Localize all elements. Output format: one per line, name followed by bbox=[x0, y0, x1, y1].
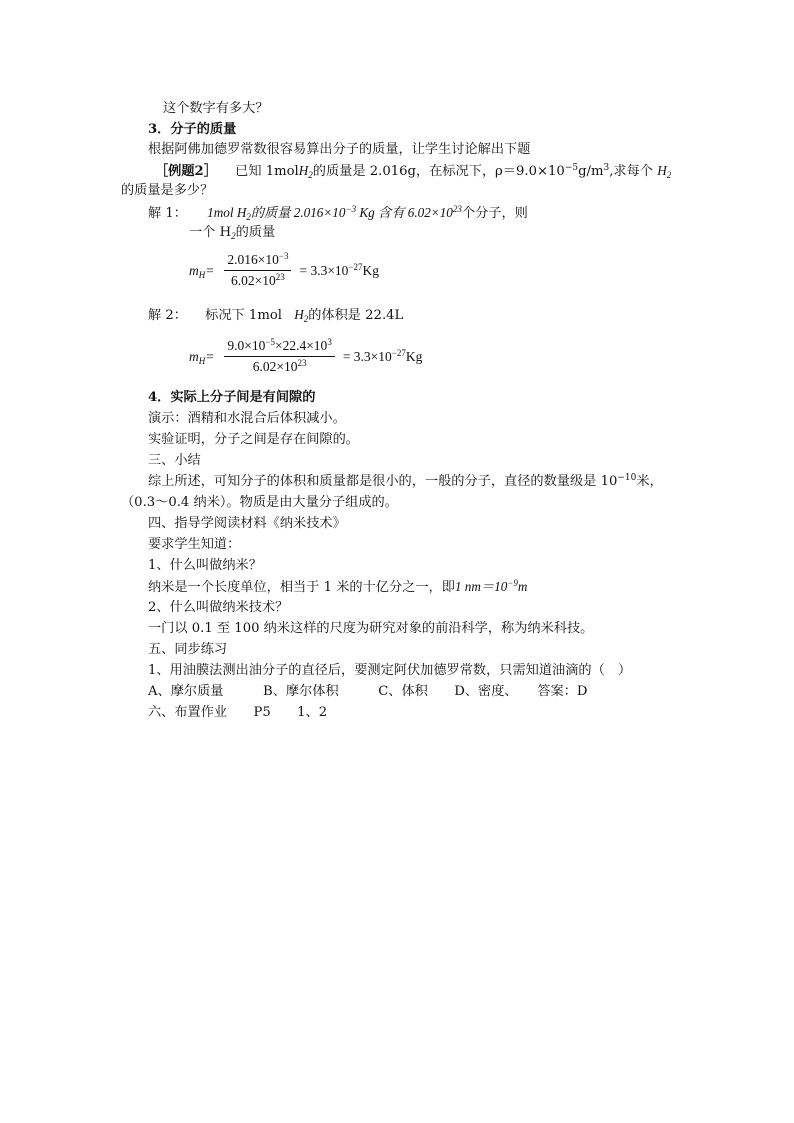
example-label: ［例题2］ bbox=[155, 164, 217, 179]
solution-2-line-1: 解 2： 标况下 1mol $H_2$的体积是 22.4L bbox=[148, 307, 404, 324]
solution-1-line-2: 一个 $H_2$的质量 bbox=[189, 225, 276, 241]
equation-2: $m_H=$ $\frac{9.0\times 10^{-5}\times 22.4\times 10^3}{6.02\times 10^{23}}$ = $3.3\times 10^{-27}Kg$ bbox=[189, 337, 423, 374]
equation-1-fraction: $\frac{2.016\times 10^{-3}}{6.02\times 10^{23}}$ bbox=[224, 252, 291, 289]
solution-1-line-1: 解 1： 1mol $H_2$的质量 $2.016\times 10^{-3}$ Kg 含有 $6.02\times 10^{23}$个分子，则 bbox=[148, 204, 528, 222]
equation-2-fraction: $\frac{9.0\times 10^{-5}\times 22.4\times 10^3}{6.02\times 10^{23}}$ bbox=[224, 338, 334, 375]
reading-requirement: 要求学生知道： bbox=[148, 537, 241, 552]
equation-1: $m_H=$ $\frac{2.016\times 10^{-3}}{6.02\times 10^{23}}$ = $3.3\times 10^{-27}Kg$ bbox=[189, 251, 380, 288]
example-2-line-2: 的质量是多少？ bbox=[121, 183, 214, 198]
section-3-intro: 根据阿佛加德罗常数很容易算出分子的质量，让学生讨论解出下题 bbox=[148, 142, 531, 157]
summary-line-2: （0.3～0.4 纳米）。物质是由大量分子组成的。 bbox=[121, 495, 398, 510]
section-3-heading: 3．分子的质量 bbox=[148, 122, 237, 137]
homework-line: 六、布置作业 P5 1、2 bbox=[148, 705, 328, 720]
practice-question: 1、用油膜法测出油分子的直径后，要测定阿伏加德罗常数，只需知道油滴的（ ） bbox=[148, 663, 632, 678]
intro-question: 这个数字有多大？ bbox=[163, 101, 269, 116]
summary-line-1: 综上所述，可知分子的体积和质量都是很小的，一般的分子，直径的数量级是 $10^{-10}$米， bbox=[148, 473, 663, 489]
summary-heading: 三、小结 bbox=[148, 453, 201, 468]
reading-heading: 四、指导学阅读材料《纳米技术》 bbox=[148, 516, 346, 531]
answer-1: 纳米是一个长度单位，相当于 1 米的十亿分之一，即1 $nm=10^{-9}m$ bbox=[148, 578, 528, 595]
question-1: 1、什么叫做纳米？ bbox=[148, 558, 262, 573]
example-2-line-1: ［例题2］ 已知 1molH$_2$的质量是 2.016g，在标况下，$\rho=9.0\times 10^{-5}g/m^3$,求每个 $H_2$ bbox=[155, 163, 672, 180]
question-2: 2、什么叫做纳米技术？ bbox=[148, 600, 289, 615]
section-4-heading: 4．实际上分子间是有间隙的 bbox=[148, 390, 316, 405]
demo-line: 演示：酒精和水混合后体积减小。 bbox=[148, 411, 346, 426]
proof-line: 实验证明，分子之间是存在间隙的。 bbox=[148, 432, 359, 447]
answer-2: 一门以 0.1 至 100 纳米这样的尺度为研究对象的前沿科学，称为纳米科技。 bbox=[148, 621, 594, 636]
practice-options: A、摩尔质量 B、摩尔体积 C、体积 D、密度、 答案：D bbox=[148, 684, 588, 699]
practice-heading: 五、同步练习 bbox=[148, 642, 228, 657]
